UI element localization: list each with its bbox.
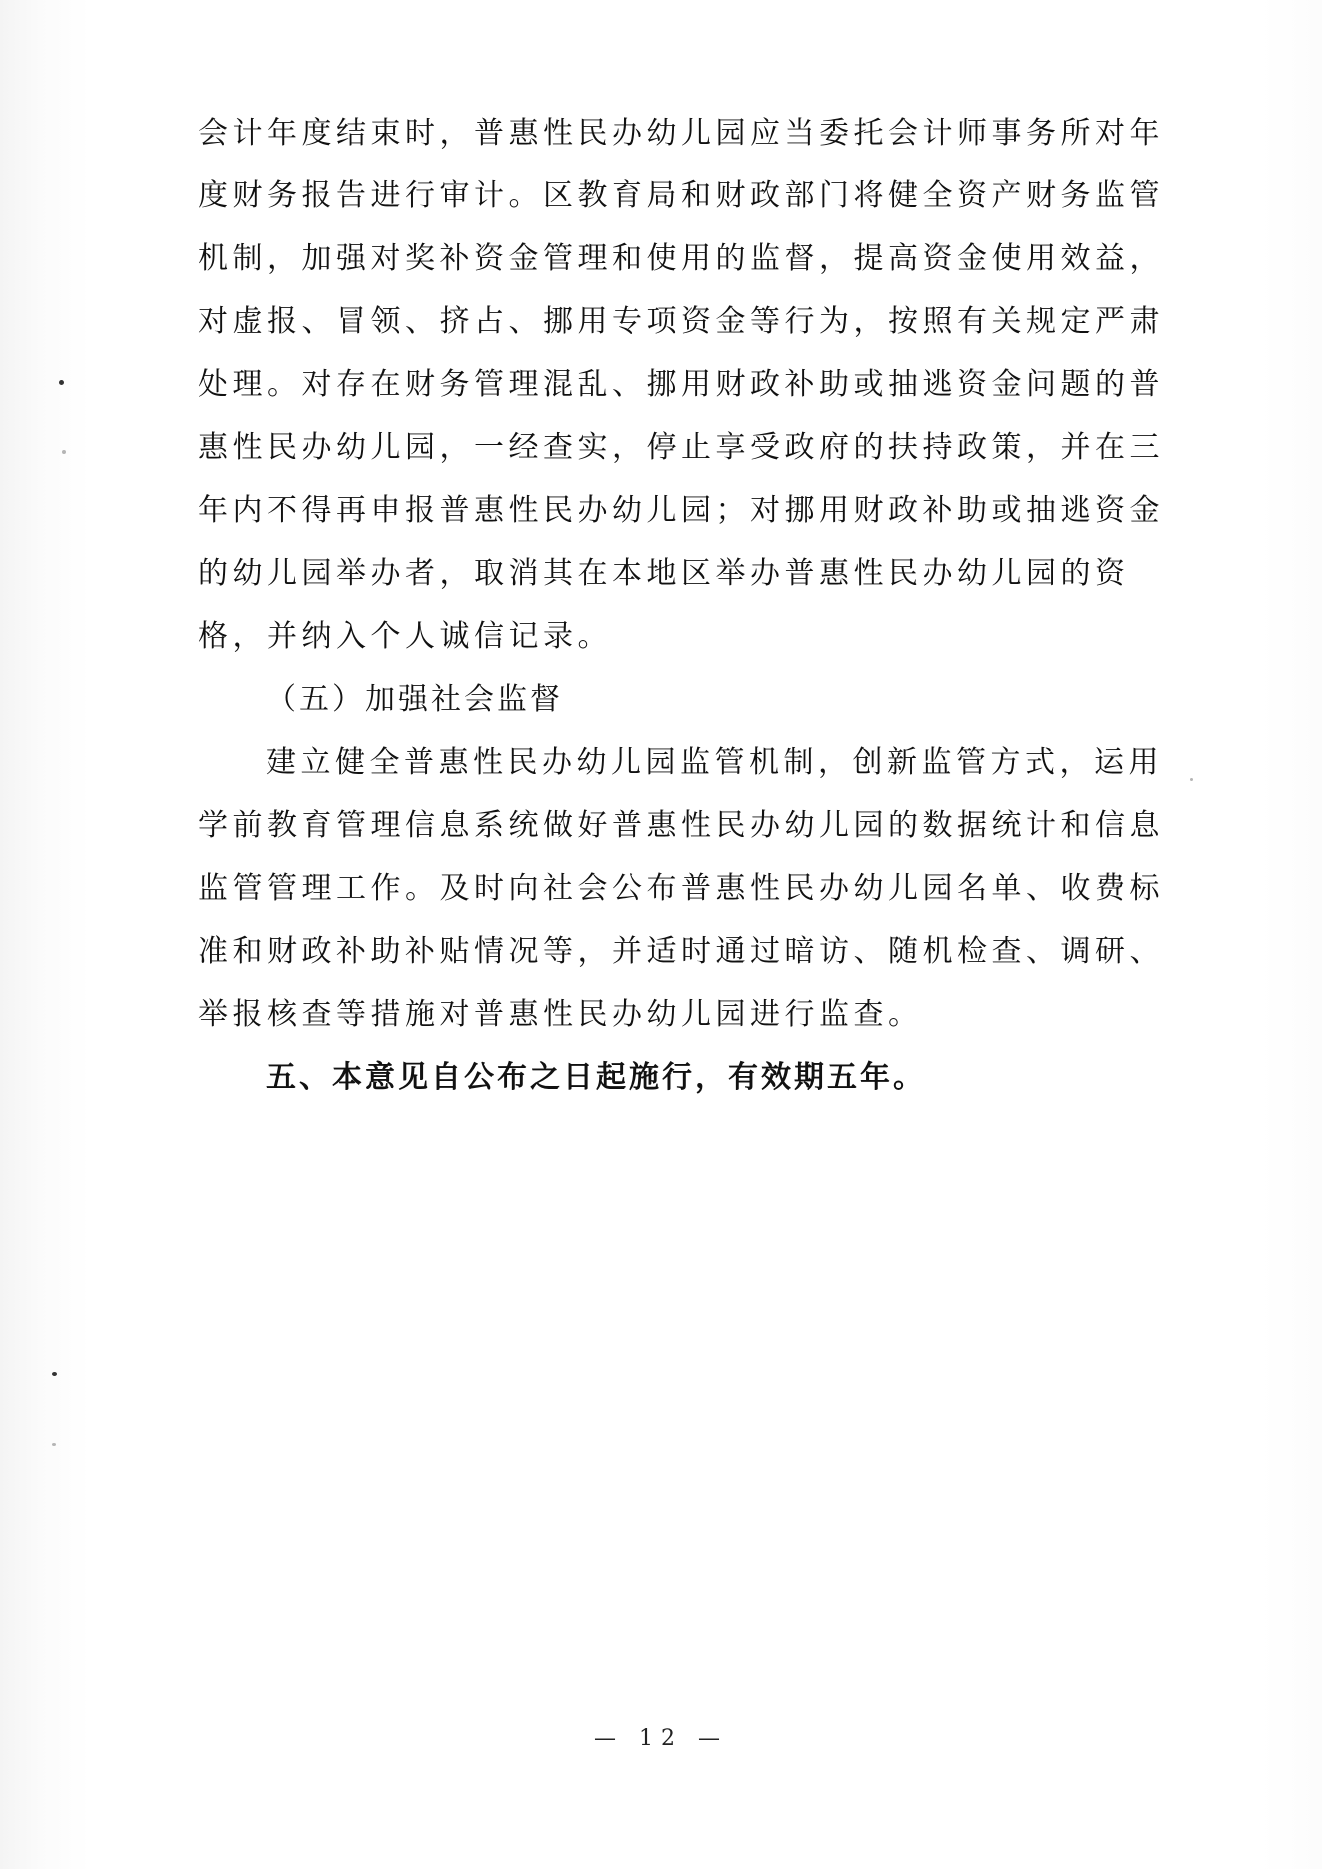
- paragraph-line: 惠性民办幼儿园，一经查实，停止享受政府的扶持政策，并在三: [198, 430, 1164, 465]
- paragraph-line: 建立健全普惠性民办幼儿园监管机制，创新监管方式，运用: [266, 745, 1163, 780]
- scan-speck: [1190, 778, 1193, 781]
- paragraph-line: 年内不得再申报普惠性民办幼儿园；对挪用财政补助或抽逃资金: [198, 493, 1164, 528]
- paragraph-line: 监管管理工作。及时向社会公布普惠性民办幼儿园名单、收费标: [198, 871, 1164, 906]
- paragraph-line: 格，并纳入个人诚信记录。: [198, 619, 612, 654]
- closing-clause: 五、本意见自公布之日起施行，有效期五年。: [266, 1060, 926, 1095]
- paragraph-line: 处理。对存在财务管理混乱、挪用财政补助或抽逃资金问题的普: [198, 367, 1164, 402]
- page-number: — 12 —: [594, 1726, 728, 1751]
- scan-speck: [62, 450, 66, 454]
- paragraph-line: 对虚报、冒领、挤占、挪用专项资金等行为，按照有关规定严肃: [198, 304, 1164, 339]
- paragraph-line: 度财务报告进行审计。区教育局和财政部门将健全资产财务监管: [198, 178, 1164, 213]
- paragraph-line: 机制，加强对奖补资金管理和使用的监督，提高资金使用效益，: [198, 241, 1164, 276]
- scan-speck: [59, 380, 64, 385]
- scan-speck: [52, 1443, 56, 1446]
- section-heading: （五）加强社会监督: [266, 682, 563, 717]
- scan-speck: [52, 1372, 57, 1376]
- paragraph-line: 会计年度结束时，普惠性民办幼儿园应当委托会计师事务所对年: [198, 116, 1164, 151]
- paragraph-line: 准和财政补助补贴情况等，并适时通过暗访、随机检查、调研、: [198, 934, 1164, 969]
- paragraph-line: 学前教育管理信息系统做好普惠性民办幼儿园的数据统计和信息: [198, 808, 1164, 843]
- paragraph-line: 举报核查等措施对普惠性民办幼儿园进行监查。: [198, 997, 923, 1032]
- paragraph-line: 的幼儿园举办者，取消其在本地区举办普惠性民办幼儿园的资: [198, 556, 1130, 591]
